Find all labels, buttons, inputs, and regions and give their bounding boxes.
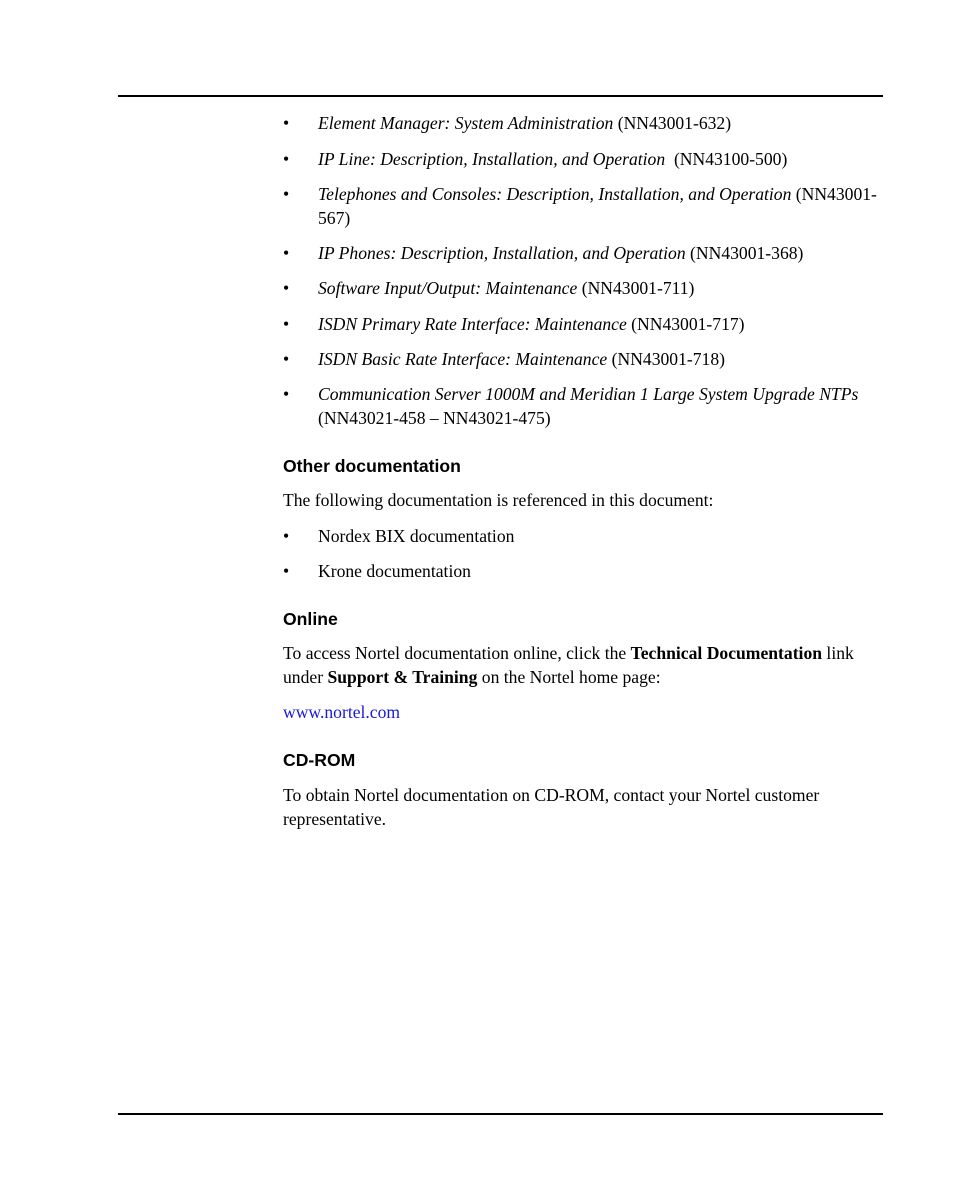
other-documentation-heading: Other documentation bbox=[283, 456, 461, 476]
list-item-label: Nordex BIX documentation bbox=[318, 526, 515, 546]
reference-code: (NN43001-711) bbox=[577, 278, 695, 298]
online-paragraph bbox=[283, 642, 883, 689]
bullet-icon: • bbox=[283, 113, 290, 133]
bullet-icon: • bbox=[283, 349, 290, 369]
reference-title: ISDN Primary Rate Interface: Maintenance bbox=[318, 314, 627, 334]
bullet-icon: • bbox=[283, 384, 290, 404]
reference-title: Element Manager: System Administration bbox=[318, 113, 614, 133]
online-text: link under bbox=[283, 643, 854, 687]
technical-documentation-label: Technical Documentation bbox=[630, 643, 823, 663]
cdrom-paragraph: To obtain Nortel documentation on CD-ROM, contact your Nortel customer representative. bbox=[283, 785, 820, 829]
cdrom-heading: CD-ROM bbox=[283, 750, 356, 770]
reference-title: Software Input/Output: Maintenance bbox=[318, 278, 578, 298]
bullet-icon: • bbox=[283, 149, 290, 169]
bullet-icon: • bbox=[283, 184, 290, 204]
reference-code: (NN43001-632) bbox=[613, 113, 732, 133]
other-documentation-intro: The following documentation is referenced in this document: bbox=[283, 490, 714, 510]
reference-code: (NN43001-717) bbox=[626, 314, 745, 334]
list-item-label: Krone documentation bbox=[318, 561, 471, 581]
bullet-icon: • bbox=[283, 314, 290, 334]
reference-title: IP Phones: Description, Installation, and Operation bbox=[318, 243, 686, 263]
nortel-link-line bbox=[283, 701, 883, 725]
bullet-icon: • bbox=[283, 278, 290, 298]
reference-code: (NN43100-500) bbox=[665, 149, 788, 169]
bullet-icon: • bbox=[283, 243, 290, 263]
footer-rule bbox=[118, 1113, 883, 1115]
support-training-label: Support & Training bbox=[327, 666, 478, 687]
reference-title: Telephones and Consoles: Description, Installation, and Operation bbox=[318, 184, 792, 204]
bullet-icon: • bbox=[283, 561, 290, 581]
online-text: on the Nortel home page: bbox=[477, 666, 661, 687]
reference-title: Communication Server 1000M and Meridian 1 Large System Upgrade NTPs bbox=[318, 384, 859, 404]
reference-code: (NN43001-368) bbox=[685, 243, 804, 263]
reference-code: (NN43021-458 – NN43021-475) bbox=[318, 407, 551, 428]
header-rule bbox=[118, 95, 883, 97]
reference-code: (NN43001-567) bbox=[318, 184, 877, 228]
reference-code: (NN43001-718) bbox=[607, 349, 725, 369]
online-text: To access Nortel documentation online, click the bbox=[283, 643, 631, 663]
bullet-icon: • bbox=[283, 526, 290, 546]
nortel-link[interactable]: www.nortel.com bbox=[283, 702, 401, 722]
online-heading: Online bbox=[283, 609, 338, 629]
reference-title: ISDN Basic Rate Interface: Maintenance bbox=[318, 349, 608, 369]
reference-title: IP Line: Description, Installation, and Operation bbox=[318, 149, 666, 169]
